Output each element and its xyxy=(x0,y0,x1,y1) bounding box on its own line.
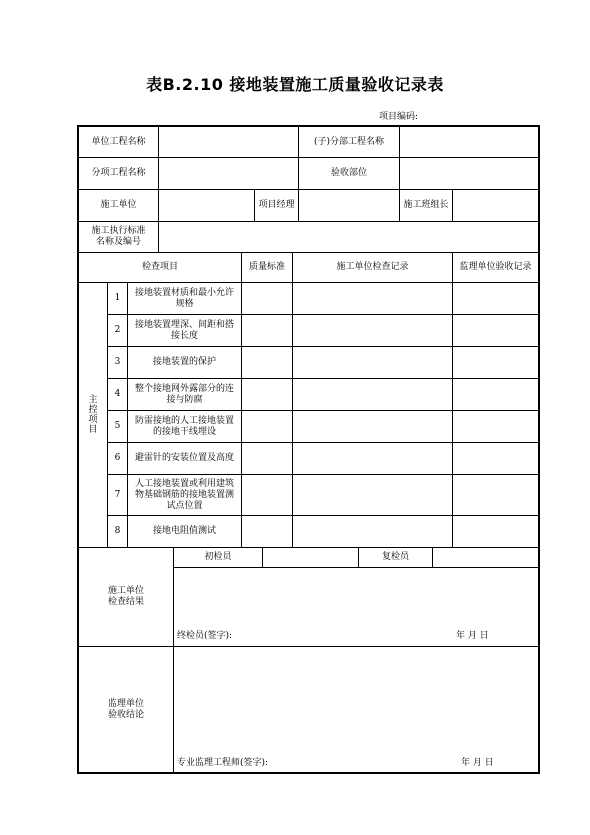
item-number: 3 xyxy=(114,357,121,367)
standard-label: 施工执行标准 名称及编号 xyxy=(91,226,146,247)
unit-project-label: 单位工程名称 xyxy=(91,136,146,147)
document-title: 表B.2.10 接地装置施工质量验收记录表 xyxy=(146,75,444,94)
supervision-engineer-signature: 专业监理工程师(签字): xyxy=(177,757,269,768)
sub-item-value[interactable] xyxy=(159,158,298,189)
re-inspector-value[interactable] xyxy=(433,548,538,567)
acceptance-part-value[interactable] xyxy=(400,158,538,189)
construction-result-label: 施工单位 检查结果 xyxy=(107,586,144,607)
construction-result-date: 年 月 日 xyxy=(456,630,489,641)
item-number: 6 xyxy=(114,453,121,463)
check-item-header: 检查项目 xyxy=(141,262,178,272)
sub-item-label: 分项工程名称 xyxy=(91,168,146,178)
sub-division-label: (子)分部工程名称 xyxy=(313,136,385,147)
rule-line xyxy=(77,772,539,774)
initial-inspector-value[interactable] xyxy=(263,548,358,567)
supervision-conclusion-label: 监理单位 验收结论 xyxy=(107,698,144,720)
item-number: 7 xyxy=(114,489,121,500)
item-text: 避雷针的安装位置及高度 xyxy=(134,453,234,463)
supervision-check-header: 监理单位验收记录 xyxy=(459,262,532,272)
standard-value[interactable] xyxy=(159,222,538,252)
rule-line xyxy=(292,252,293,547)
item-number: 2 xyxy=(114,325,121,335)
item-text: 接地电阻值测试 xyxy=(152,526,216,536)
team-leader-value[interactable] xyxy=(453,190,538,221)
unit-project-value[interactable] xyxy=(159,127,298,157)
rule-line xyxy=(241,252,242,547)
acceptance-part-label: 验收部位 xyxy=(330,168,367,178)
quality-standard-header: 质量标准 xyxy=(248,262,285,272)
item-text: 人工接地装置或利用建筑 物基础钢筋的接地装置测 试点位置 xyxy=(134,478,234,511)
item-text: 防雷接地的人工接地装置 的接地干线埋设 xyxy=(134,415,234,437)
project-manager-label: 项目经理 xyxy=(258,200,295,210)
rule-line xyxy=(538,125,540,774)
team-leader-label: 施工班组长 xyxy=(403,200,449,210)
supervision-conclusion-date: 年 月 日 xyxy=(461,757,494,768)
initial-inspector-label: 初检员 xyxy=(204,552,232,562)
item-number: 4 xyxy=(114,389,121,399)
main-control-group-label: 主 控 项 目 xyxy=(88,395,98,435)
final-inspector-signature: 终检员(签字): xyxy=(177,630,233,641)
construction-unit-label: 施工单位 xyxy=(100,200,137,210)
project-code-label: 项目编码: xyxy=(379,112,419,122)
item-number: 1 xyxy=(114,293,121,303)
rule-line xyxy=(452,252,453,547)
item-number: 5 xyxy=(114,421,121,431)
item-text: 接地装置材质和最小允许 规格 xyxy=(134,287,234,309)
construction-check-header: 施工单位检查记录 xyxy=(336,262,409,272)
re-inspector-label: 复检员 xyxy=(381,552,409,562)
item-text: 接地装置的保护 xyxy=(152,357,216,367)
rule-line xyxy=(173,547,174,773)
project-manager-value[interactable] xyxy=(299,190,399,221)
rule-line xyxy=(173,567,539,568)
item-text: 整个接地网外露部分的连 接与防腐 xyxy=(134,383,234,405)
item-number: 8 xyxy=(114,526,121,536)
construction-unit-value[interactable] xyxy=(159,190,254,221)
sub-division-value[interactable] xyxy=(400,127,538,157)
item-text: 接地装置埋深、间距和搭 接长度 xyxy=(134,319,234,341)
